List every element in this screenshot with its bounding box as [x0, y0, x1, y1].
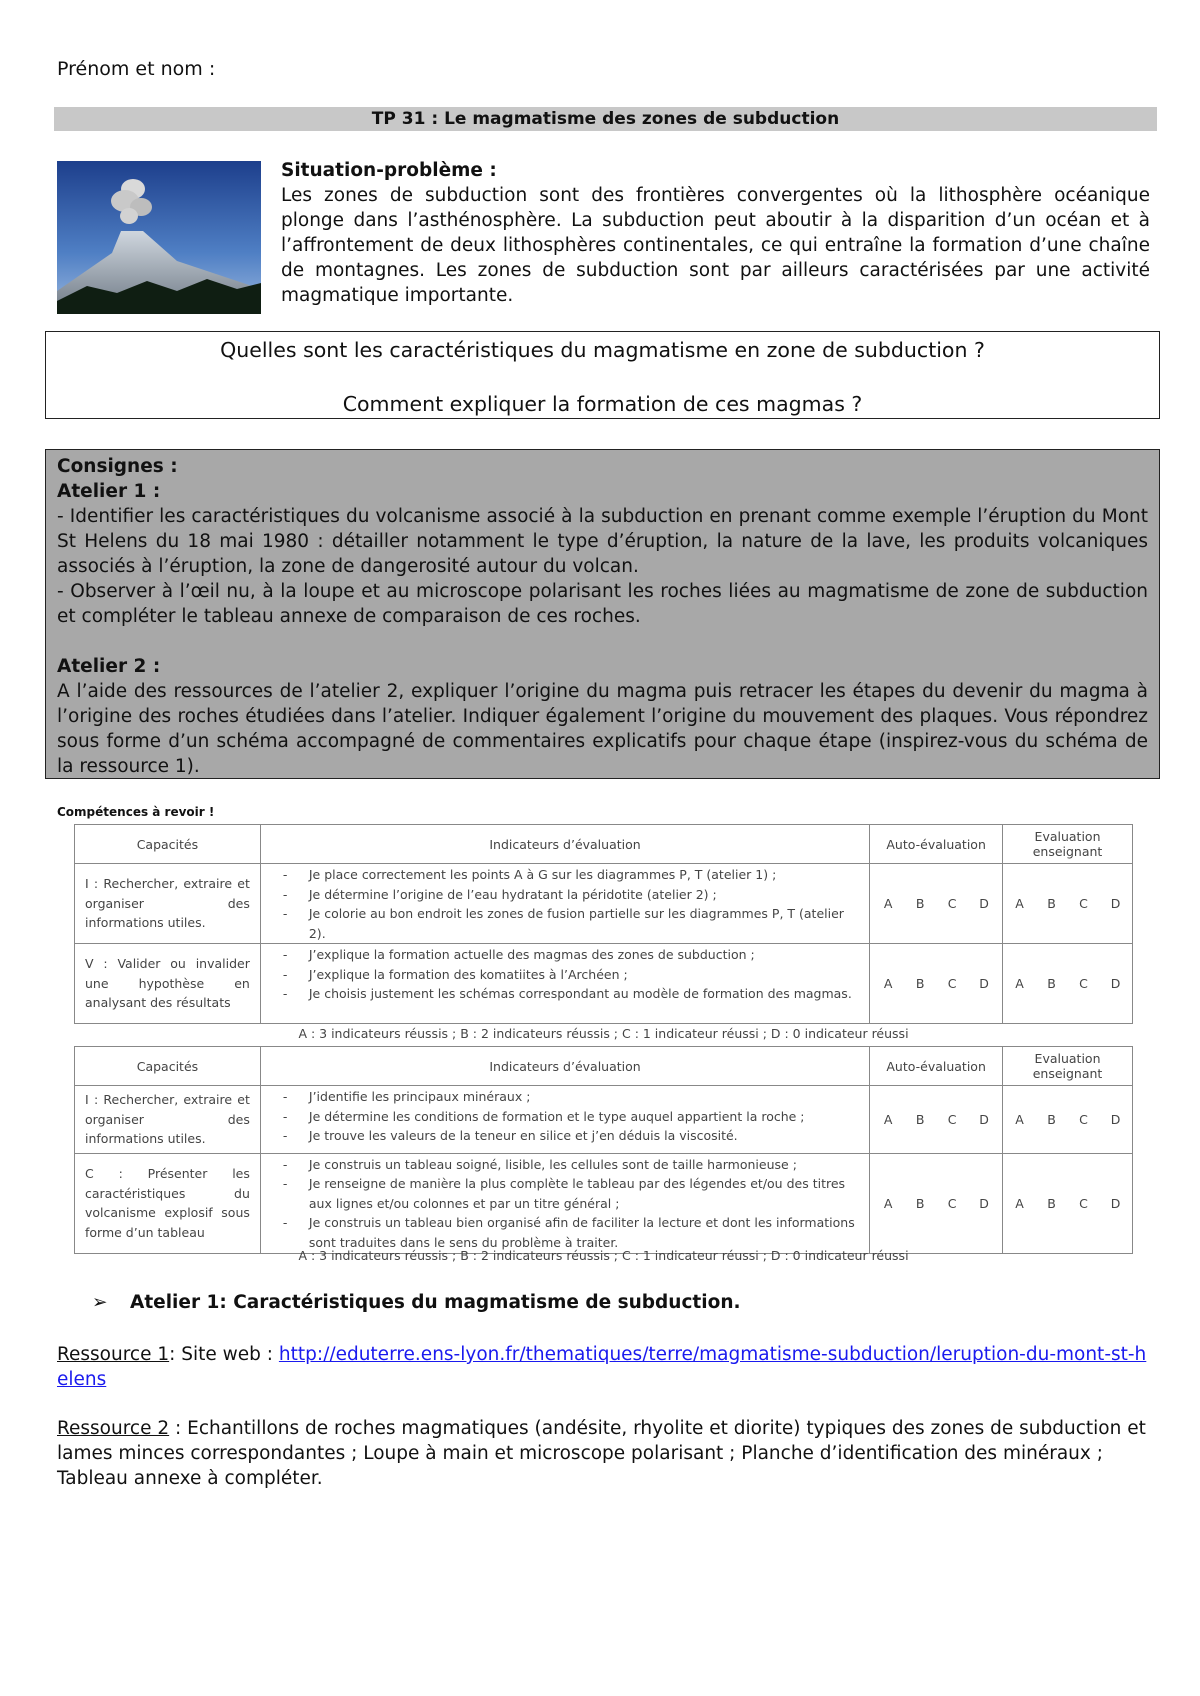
indicateur-item: - Je détermine les conditions de formation et le type auquel appartient la roche ;: [271, 1107, 859, 1127]
grade-a[interactable]: A: [883, 976, 893, 991]
indicateurs-cell: [260, 1153, 869, 1253]
header-capacites: Capacités: [75, 825, 261, 864]
grade-c[interactable]: C: [947, 1111, 957, 1127]
grade-d[interactable]: D: [1110, 1195, 1121, 1211]
grading-legend: A : 3 indicateurs réussis ; B : 2 indicateurs réussis ; C : 1 indicateur réussi ; D : 0 indicateur réussi: [298, 1248, 909, 1263]
enseignant-grades[interactable]: [1003, 944, 1133, 1024]
question-2: Comment expliquer la formation de ces magmas ?: [342, 392, 863, 416]
competences-title: Compétences à revoir !: [57, 805, 215, 819]
grade-b[interactable]: B: [915, 1111, 925, 1127]
grade-d[interactable]: D: [1110, 896, 1121, 911]
auto-evaluation-grades[interactable]: [870, 864, 1003, 944]
grade-c[interactable]: C: [947, 976, 957, 991]
situation-text: Les zones de subduction sont des frontières convergentes où la lithosphère océanique plonge dans l’asthénosphère. La subduction peut aboutir à la disparition d’un océan et à l’affrontement de deux lithosphères continentales, ce qui entraîne la formation d’une chaîne de montagnes. Les zones de subduction sont par ailleurs caractérisées par une activité magmatique importante.: [281, 185, 1150, 306]
ressource-1-label: Ressource 1: [57, 1344, 170, 1365]
header-auto-evaluation: Auto-évaluation: [870, 825, 1003, 864]
grade-d[interactable]: D: [979, 896, 989, 911]
capacite-cell: C : Présenter les caractéristiques du volcanisme explosif sous forme d’un tableau: [75, 1153, 261, 1253]
atelier1-section-heading: [92, 1292, 741, 1313]
grade-b[interactable]: B: [1047, 1111, 1056, 1127]
name-label: Prénom et nom :: [57, 58, 216, 80]
indicateur-item: - Je trouve les valeurs de la teneur en silice et j’en déduis la viscosité.: [271, 1126, 859, 1146]
grade-a[interactable]: A: [1015, 1195, 1024, 1211]
indicateur-item: - J’explique la formation actuelle des magmas des zones de subduction ;: [271, 945, 859, 965]
header-auto-evaluation: Auto-évaluation: [870, 1047, 1003, 1086]
indicateur-item: - Je choisis justement les schémas correspondant au modèle de formation des magmas.: [271, 984, 859, 1004]
grade-b[interactable]: B: [915, 976, 925, 991]
header-indicateurs: Indicateurs d’évaluation: [260, 825, 869, 864]
grade-c[interactable]: C: [947, 896, 957, 911]
grade-d[interactable]: D: [1110, 976, 1121, 991]
header-evaluation-enseignant: Evaluation enseignant: [1003, 825, 1133, 864]
question-1: Quelles sont les caractéristiques du magmatisme en zone de subduction ?: [220, 338, 985, 362]
grade-c[interactable]: C: [1079, 1111, 1088, 1127]
capacite-cell: I : Rechercher, extraire et organiser des informations utiles.: [75, 1086, 261, 1154]
arrow-bullet-icon: ➢: [92, 1292, 108, 1313]
indicateur-item: - Je colorie au bon endroit les zones de fusion partielle sur les diagrammes P, T (atelier 2).: [271, 904, 859, 943]
grading-legend: A : 3 indicateurs réussis ; B : 2 indicateurs réussis ; C : 1 indicateur réussi ; D : 0 indicateur réussi: [298, 1026, 909, 1041]
grade-d[interactable]: D: [979, 976, 989, 991]
grade-a[interactable]: A: [883, 1195, 893, 1211]
auto-evaluation-grades[interactable]: [870, 944, 1003, 1024]
header-evaluation-enseignant: Evaluation enseignant: [1003, 1047, 1133, 1086]
header-capacites: Capacités: [75, 1047, 261, 1086]
atelier1-item-1: - Identifier les caractéristiques du volcanisme associé à la subduction en prenant comme exemple l’éruption du Mont St Helens du 18 mai 1980 : détailler notamment le type d’éruption, la nature de la lave, les produits volcaniques associés à l’éruption, la zone de dangerosité autour du volcan.: [57, 506, 1148, 577]
grade-c[interactable]: C: [1079, 976, 1088, 991]
grade-a[interactable]: A: [883, 896, 893, 911]
volcano-photo: [57, 161, 261, 314]
situation-heading: Situation-problème :: [281, 160, 497, 181]
grade-b[interactable]: B: [1047, 1195, 1056, 1211]
competences-table-2: [74, 1046, 1133, 1254]
indicateur-item: - Je détermine l’origine de l’eau hydratant la péridotite (atelier 2) ;: [271, 885, 859, 905]
grade-d[interactable]: D: [979, 1195, 989, 1211]
atelier2-text: A l’aide des ressources de l’atelier 2, expliquer l’origine du magma puis retracer les étapes du devenir du magma à l’origine des roches étudiées dans l’atelier. Indiquer également l’origine du mouvement des plaques. Vous répondrez sous forme d’un schéma accompagné de commentaires explicatifs pour chaque étape (inspirez-vous du schéma de la ressource 1).: [57, 681, 1148, 777]
atelier1-title: Atelier 1: Caractéristiques du magmatisme de subduction.: [130, 1292, 741, 1313]
enseignant-grades[interactable]: [1003, 864, 1133, 944]
questions-box: [45, 331, 1160, 419]
consignes-box: [45, 449, 1160, 779]
table-row: [75, 1086, 1133, 1154]
ressource-2-text: : Echantillons de roches magmatiques (andésite, rhyolite et diorite) typiques des zones de subduction et lames minces correspondantes ; Loupe à main et microscope polarisant ; Planche d’identification des minéraux ; Tableau annexe à compléter.: [57, 1418, 1146, 1489]
competences-table-1: [74, 824, 1133, 1024]
indicateurs-cell: [260, 864, 869, 944]
atelier1-heading: Atelier 1 :: [57, 481, 161, 502]
grade-a[interactable]: A: [1015, 1111, 1024, 1127]
grade-b[interactable]: B: [915, 896, 925, 911]
ressource-1-link[interactable]: http://eduterre.ens-lyon.fr/thematiques/terre/magmatisme-subduction/leruption-du-mont-st-helens: [57, 1344, 1147, 1390]
indicateur-item: - Je construis un tableau soigné, lisible, les cellules sont de taille harmonieuse ;: [271, 1155, 859, 1175]
ressource-1-prefix: : Site web :: [169, 1344, 279, 1365]
grade-b[interactable]: B: [915, 1195, 925, 1211]
enseignant-grades[interactable]: [1003, 1086, 1133, 1154]
ressource-2-label: Ressource 2: [57, 1418, 170, 1439]
grade-c[interactable]: C: [947, 1195, 957, 1211]
indicateur-item: - Je place correctement les points A à G sur les diagrammes P, T (atelier 1) ;: [271, 865, 859, 885]
indicateurs-cell: [260, 1086, 869, 1154]
auto-evaluation-grades[interactable]: [870, 1086, 1003, 1154]
grade-c[interactable]: C: [1079, 896, 1088, 911]
capacite-cell: I : Rechercher, extraire et organiser des informations utiles.: [75, 864, 261, 944]
atelier2-heading: Atelier 2 :: [57, 656, 161, 677]
indicateur-item: - J’explique la formation des komatiites à l’Archéen ;: [271, 965, 859, 985]
indicateur-item: - Je construis un tableau bien organisé afin de faciliter la lecture et dont les informations sont traduites dans le sens du problème à traiter.: [271, 1213, 859, 1252]
capacite-cell: V : Valider ou invalider une hypothèse en analysant des résultats: [75, 944, 261, 1024]
grade-c[interactable]: C: [1079, 1195, 1088, 1211]
situation-probleme: [281, 158, 1150, 308]
ressource-2: [57, 1416, 1157, 1491]
enseignant-grades[interactable]: [1003, 1153, 1133, 1253]
grade-b[interactable]: B: [1047, 896, 1056, 911]
grade-a[interactable]: A: [883, 1111, 893, 1127]
grade-d[interactable]: D: [979, 1111, 989, 1127]
page-title: TP 31 : Le magmatisme des zones de subduction: [54, 107, 1157, 131]
grade-a[interactable]: A: [1015, 896, 1024, 911]
header-indicateurs: Indicateurs d’évaluation: [260, 1047, 869, 1086]
table-row: [75, 944, 1133, 1024]
atelier1-item-2: - Observer à l’œil nu, à la loupe et au microscope polarisant les roches liées au magmatisme de zone de subduction et compléter le tableau annexe de comparaison de ces roches.: [57, 581, 1148, 627]
table-row: [75, 864, 1133, 944]
ressource-1: [57, 1342, 1157, 1392]
consignes-heading: Consignes :: [57, 456, 178, 477]
indicateurs-cell: [260, 944, 869, 1024]
table-row: [75, 1153, 1133, 1253]
grade-a[interactable]: A: [1015, 976, 1024, 991]
indicateur-item: - Je renseigne de manière la plus complète le tableau par des légendes et/ou des titres aux lignes et/ou colonnes et par un titre général ;: [271, 1174, 859, 1213]
grade-b[interactable]: B: [1047, 976, 1056, 991]
auto-evaluation-grades[interactable]: [870, 1153, 1003, 1253]
grade-d[interactable]: D: [1110, 1111, 1121, 1127]
indicateur-item: - J’identifie les principaux minéraux ;: [271, 1087, 859, 1107]
